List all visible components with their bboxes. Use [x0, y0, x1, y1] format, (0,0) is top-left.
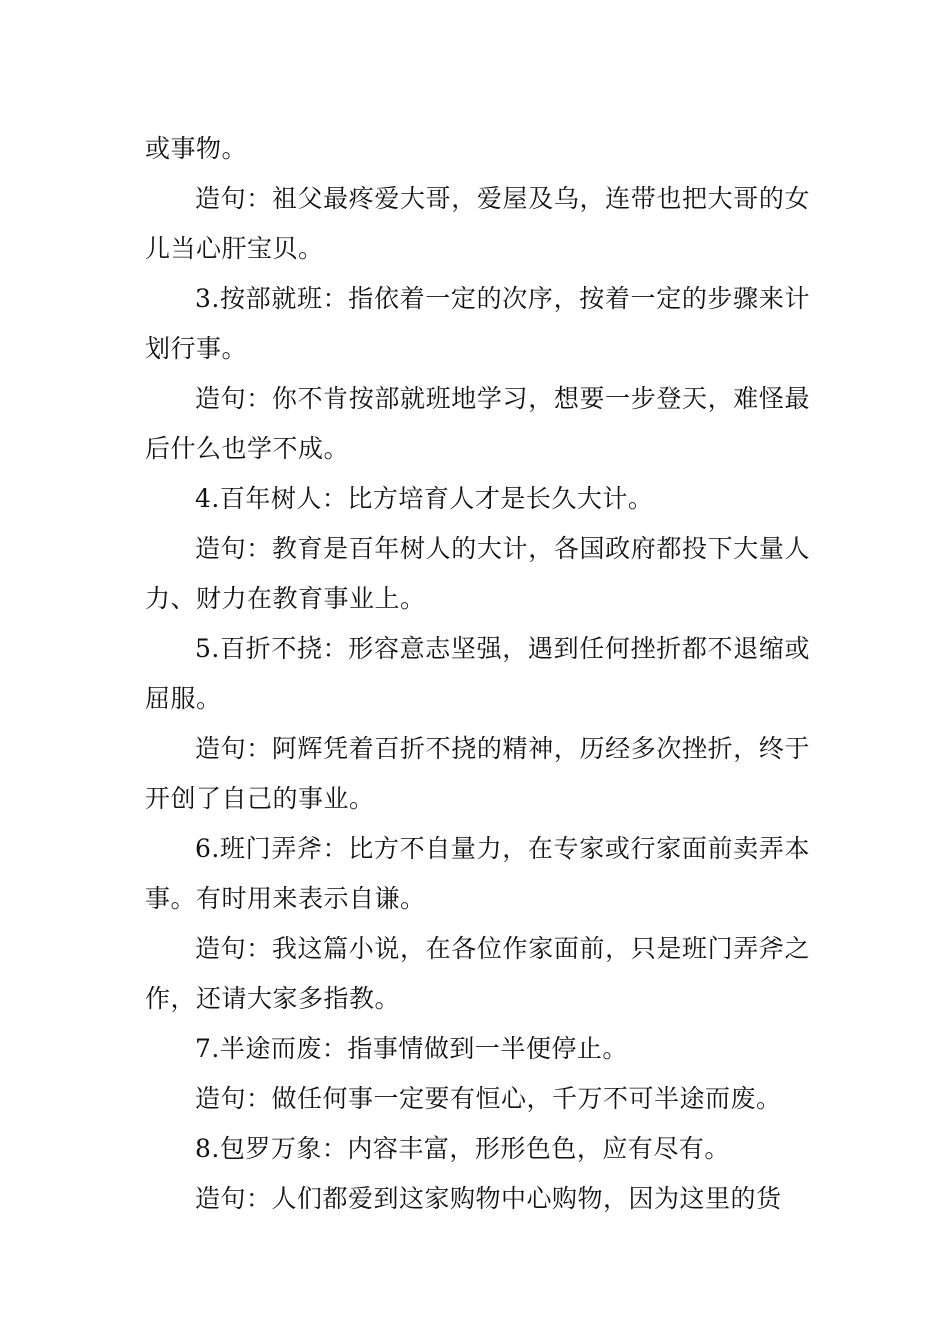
- paragraph-example-sentence: 造句：阿辉凭着百折不挠的精神，历经多次挫折，终于开创了自己的事业。: [145, 734, 810, 813]
- paragraph-example-sentence: 造句：人们都爱到这家购物中心购物，因为这里的货: [195, 1184, 782, 1213]
- paragraph-example-sentence: 造句：做任何事一定要有恒心，千万不可半途而废。: [195, 1084, 782, 1113]
- paragraph-example-sentence: 造句：我这篇小说，在各位作家面前，只是班门弄斧之作，还请大家多指教。: [145, 934, 810, 1013]
- paragraph-idiom-definition: 3.按部就班：指依着一定的次序，按着一定的步骤来计划行事。: [145, 284, 810, 363]
- paragraph-idiom-definition: 8.包罗万象：内容丰富，形形色色，应有尽有。: [195, 1134, 730, 1163]
- paragraph-idiom-definition: 7.半途而废：指事情做到一半便停止。: [195, 1034, 628, 1063]
- paragraph-idiom-definition: 5.百折不挠：形容意志坚强，遇到任何挫折都不退缩或屈服。: [145, 634, 810, 713]
- paragraph-example-sentence: 造句：教育是百年树人的大计，各国政府都投下大量人力、财力在教育事业上。: [145, 534, 810, 613]
- paragraph-idiom-definition: 6.班门弄斧：比方不自量力，在专家或行家面前卖弄本事。有时用来表示自谦。: [145, 834, 810, 913]
- document-body: [145, 124, 810, 1224]
- paragraph-example-sentence: 造句：祖父最疼爱大哥，爱屋及乌，连带也把大哥的女儿当心肝宝贝。: [145, 184, 810, 263]
- paragraph-example-sentence: 造句：你不肯按部就班地学习，想要一步登天，难怪最后什么也学不成。: [145, 384, 810, 463]
- paragraph-continuation: 或事物。: [145, 134, 248, 163]
- paragraph-idiom-definition: 4.百年树人：比方培育人才是长久大计。: [195, 484, 654, 513]
